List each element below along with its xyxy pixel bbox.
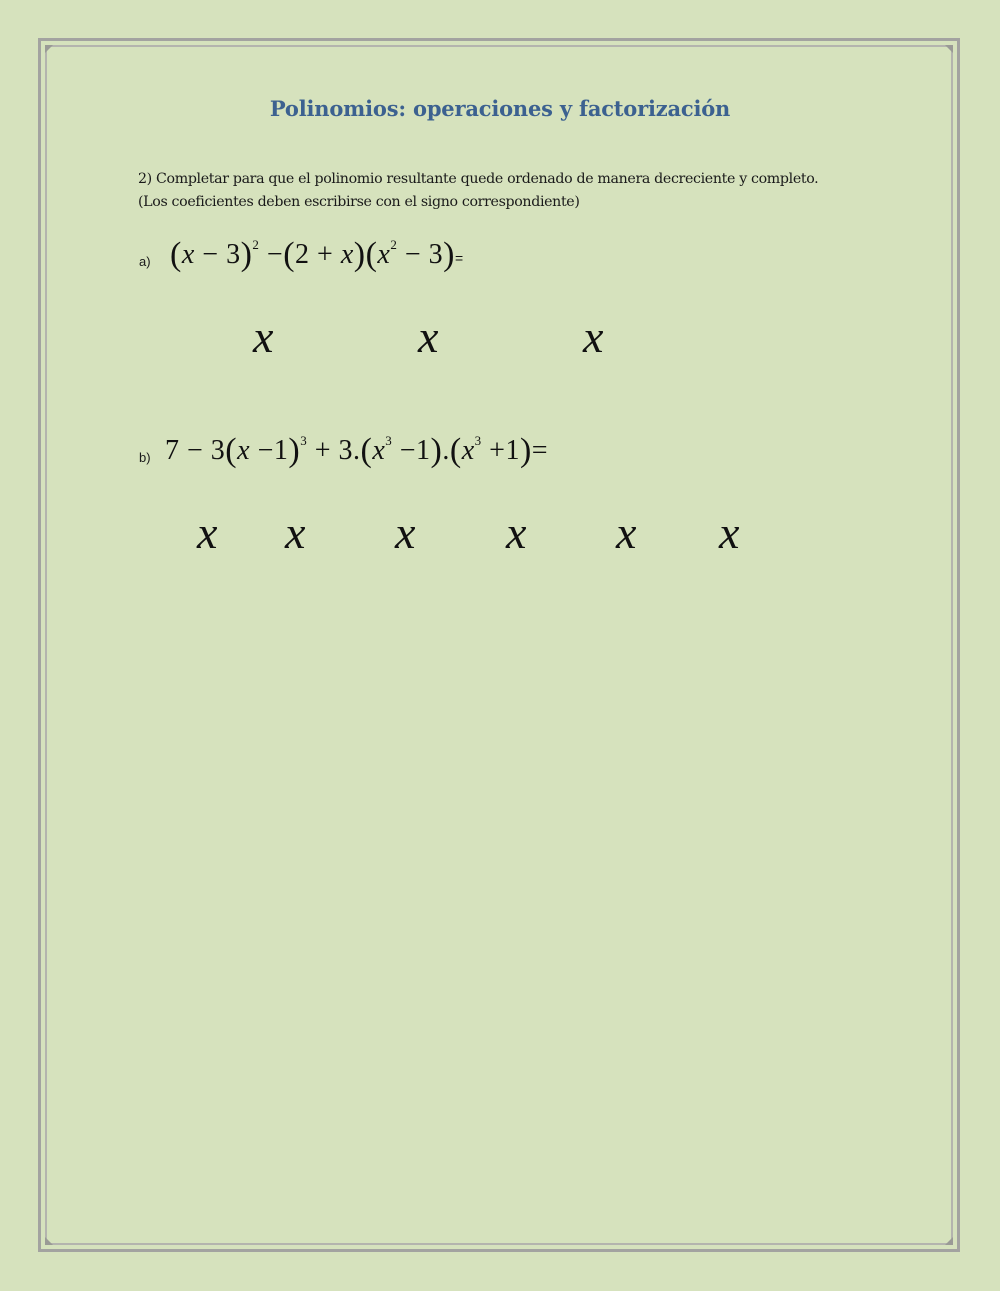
answer-variable: x	[616, 507, 637, 558]
exercise-instructions	[138, 168, 878, 214]
answer-variable: x	[418, 311, 439, 362]
answer-variable: x	[197, 507, 218, 558]
item-a-label: a)	[139, 254, 151, 269]
corner-ornament	[45, 1237, 53, 1245]
answer-variable: x	[506, 507, 527, 558]
item-a-expression: $(x - 3)^2 -(2 + x)(x^2 - 3)=$	[170, 236, 464, 273]
corner-ornament	[945, 45, 953, 53]
answer-variable: x	[719, 507, 740, 558]
page-border-inner	[45, 45, 953, 1245]
corner-ornament	[945, 1237, 953, 1245]
item-b-expression: $7 - 3(x -1)^3 + 3.(x^3 -1).(x^3 +1)=$	[165, 432, 549, 469]
page-title: Polinomios: operaciones y factorización	[269, 96, 731, 121]
instructions-line-2: (Los coeficientes deben escribirse con el signo correspondiente)	[138, 194, 580, 210]
answer-variable: x	[253, 311, 274, 362]
answer-variable: x	[395, 507, 416, 558]
instructions-line-1: 2) Completar para que el polinomio resultante quede ordenado de manera decreciente y completo.	[138, 171, 819, 187]
item-b-label: b)	[139, 450, 151, 465]
answer-variable: x	[583, 311, 604, 362]
answer-variable: x	[285, 507, 306, 558]
corner-ornament	[45, 45, 53, 53]
